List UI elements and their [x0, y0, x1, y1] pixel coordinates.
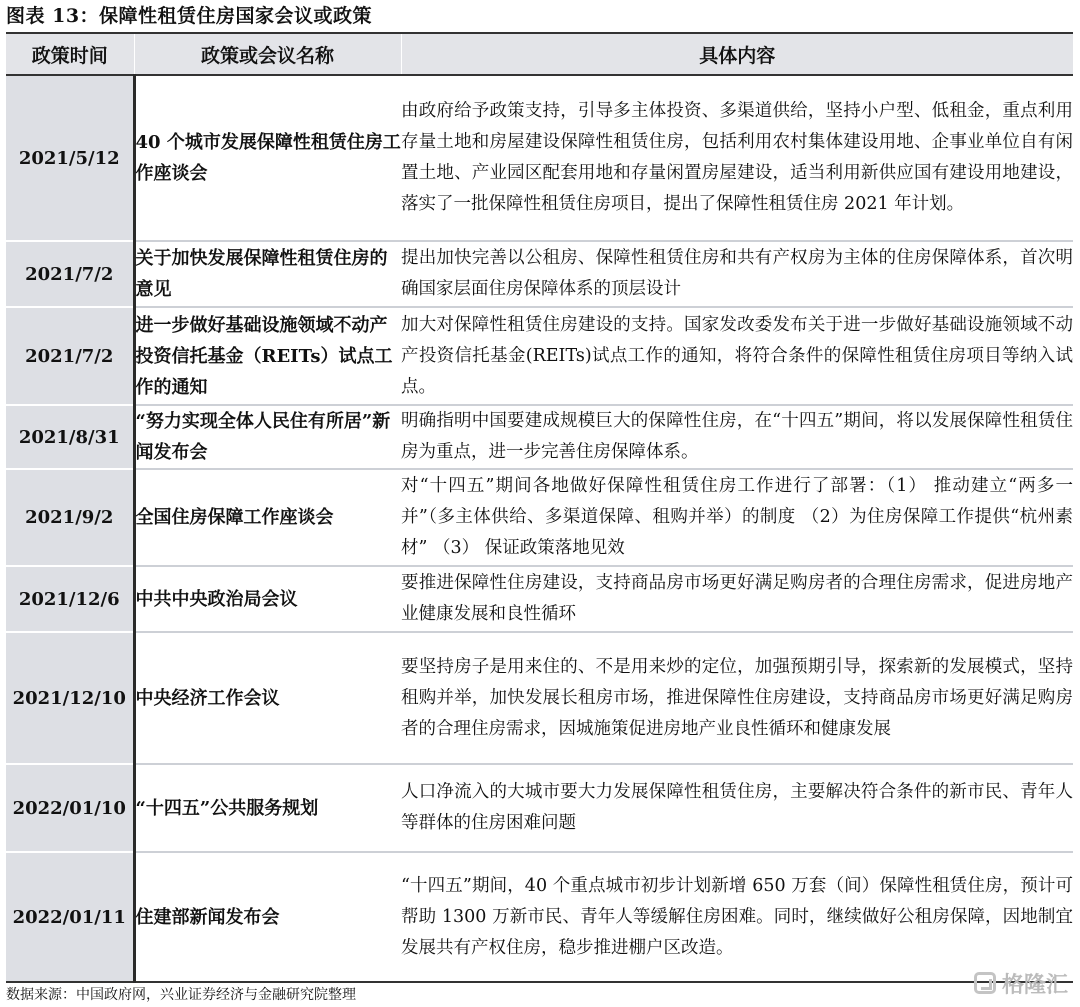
table-row	[6, 566, 1073, 632]
table-row	[6, 307, 1073, 405]
row-date: 2021/8/31	[6, 405, 134, 469]
watermark-logo-icon	[974, 972, 996, 994]
row-name: 住建部新闻发布会	[134, 852, 401, 982]
table-row	[6, 75, 1073, 241]
column-header-name: 政策或会议名称	[134, 33, 401, 75]
row-content: 加大对保障性租赁住房建设的支持。国家发改委发布关于进一步做好基础设施领域不动产投资信托基金(REITs)试点工作的通知，将符合条件的保障性租赁住房项目等纳入试点。	[401, 307, 1073, 405]
column-header-content: 具体内容	[401, 33, 1073, 75]
row-date: 2022/01/10	[6, 764, 134, 852]
row-content: 要推进保障性住房建设，支持商品房市场更好满足购房者的合理住房需求，促进房地产业健康发展和良性循环	[401, 566, 1073, 632]
row-name: 全国住房保障工作座谈会	[134, 469, 401, 566]
row-name: 进一步做好基础设施领域不动产投资信托基金（REITs）试点工作的通知	[134, 307, 401, 405]
row-content: 明确指明中国要建成规模巨大的保障性住房，在“十四五”期间，将以发展保障性租赁住房为重点，进一步完善住房保障体系。	[401, 405, 1073, 469]
data-source-note: 数据来源：中国政府网，兴业证券经济与金融研究院整理	[6, 987, 356, 1003]
watermark	[974, 968, 1068, 998]
row-date: 2021/9/2	[6, 469, 134, 566]
table-row	[6, 241, 1073, 307]
row-date: 2021/5/12	[6, 75, 134, 241]
row-date: 2021/7/2	[6, 241, 134, 307]
column-header-date: 政策时间	[6, 33, 134, 75]
row-content: 对“十四五”期间各地做好保障性租赁住房工作进行了部署：（1） 推动建立“两多一并”（多主体供给、多渠道保障、租购并举）的制度 （2）为住房保障工作提供“杭州素材” （3） 保证政策落地见效	[401, 469, 1073, 566]
row-date: 2021/7/2	[6, 307, 134, 405]
table-header-row	[6, 33, 1073, 75]
table-row	[6, 632, 1073, 764]
row-name: 中共中央政治局会议	[134, 566, 401, 632]
table-row	[6, 405, 1073, 469]
figure-title: 图表 13：保障性租赁住房国家会议或政策	[6, 5, 373, 27]
row-date: 2022/01/11	[6, 852, 134, 982]
table-row	[6, 852, 1073, 982]
row-content: 提出加快完善以公租房、保障性租赁住房和共有产权房为主体的住房保障体系，首次明确国家层面住房保障体系的顶层设计	[401, 241, 1073, 307]
row-date: 2021/12/6	[6, 566, 134, 632]
row-name: 中央经济工作会议	[134, 632, 401, 764]
watermark-text: 格隆汇	[1001, 972, 1068, 998]
policy-table	[6, 32, 1073, 983]
row-name: 关于加快发展保障性租赁住房的意见	[134, 241, 401, 307]
row-content: 由政府给予政策支持，引导多主体投资、多渠道供给，坚持小户型、低租金，重点利用存量土地和房屋建设保障性租赁住房，包括利用农村集体建设用地、企事业单位自有闲置土地、产业园区配套用地和存量闲置房屋建设，适当利用新供应国有建设用地建设，落实了一批保障性租赁住房项目，提出了保障性租赁住房 2021 年计划。	[401, 75, 1073, 241]
row-date: 2021/12/10	[6, 632, 134, 764]
row-name: “努力实现全体人民住有所居”新闻发布会	[134, 405, 401, 469]
row-name: 40 个城市发展保障性租赁住房工作座谈会	[134, 75, 401, 241]
table-row	[6, 764, 1073, 852]
row-name: “十四五”公共服务规划	[134, 764, 401, 852]
row-content: 要坚持房子是用来住的、不是用来炒的定位，加强预期引导，探索新的发展模式，坚持租购并举，加快发展长租房市场，推进保障性住房建设，支持商品房市场更好满足购房者的合理住房需求，因城施策促进房地产业良性循环和健康发展	[401, 632, 1073, 764]
row-content: “十四五”期间，40 个重点城市初步计划新增 650 万套（间）保障性租赁住房，预计可帮助 1300 万新市民、青年人等缓解住房困难。同时，继续做好公租房保障，因地制宜发展共有产权住房，稳步推进棚户区改造。	[401, 852, 1073, 982]
row-content: 人口净流入的大城市要大力发展保障性租赁住房，主要解决符合条件的新市民、青年人等群体的住房困难问题	[401, 764, 1073, 852]
table-row	[6, 469, 1073, 566]
